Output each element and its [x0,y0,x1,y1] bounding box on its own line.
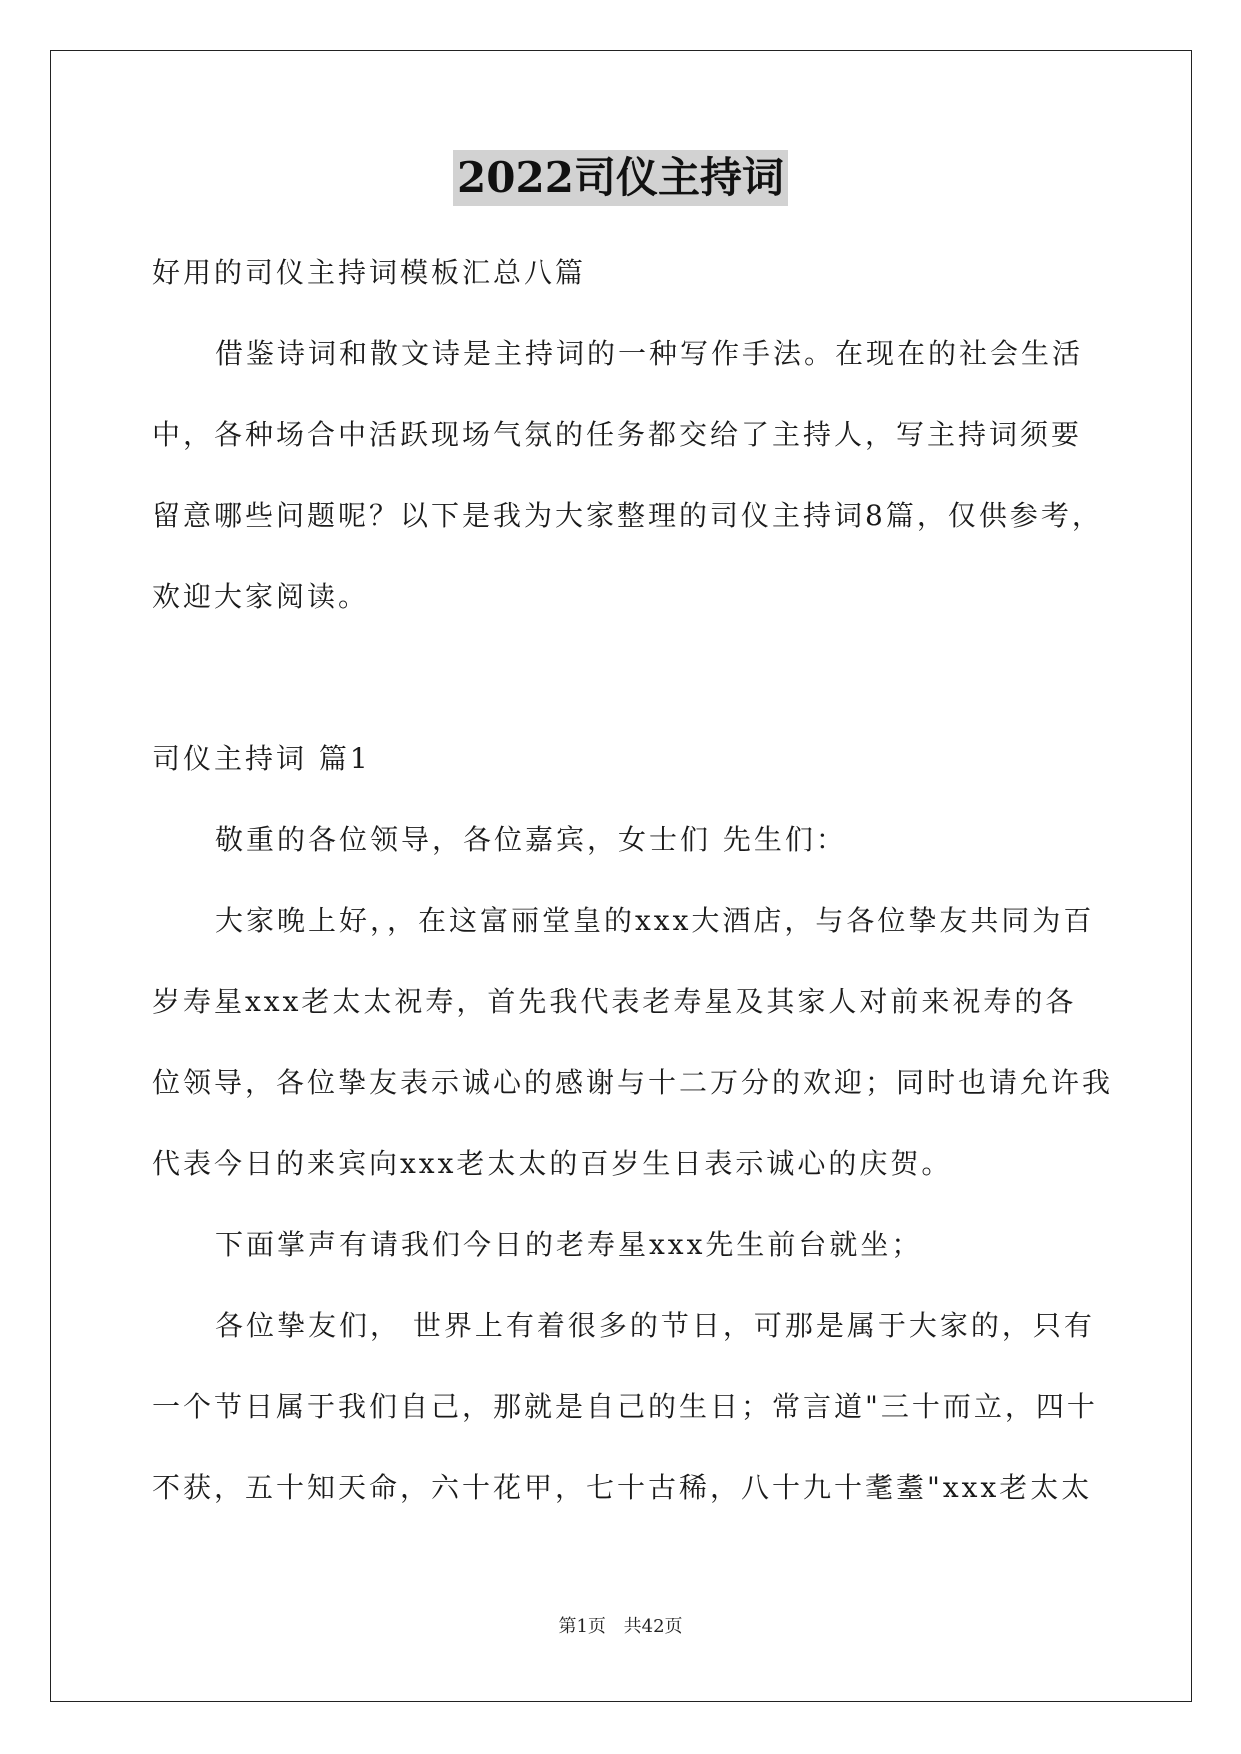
document-title [0,150,1241,206]
paragraph-line: 留意哪些问题呢？以下是我为大家整理的司仪主持词8篇，仅供参考， [152,499,1103,532]
subtitle-line: 好用的司仪主持词模板汇总八篇 [152,256,587,289]
paragraph-line: 欢迎大家阅读。 [152,580,370,613]
paragraph-line: 不获，五十知天命，六十花甲，七十古稀，八十九十耄耋"xxx老太太 [152,1471,1093,1504]
paragraph-line: 下面掌声有请我们今日的老寿星xxx先生前台就坐； [215,1228,923,1261]
page-footer [0,1612,1241,1638]
paragraph-line: 各位挚友们， 世界上有着很多的节日，可那是属于大家的，只有 [215,1309,1095,1342]
paragraph-line: 大家晚上好，，在这富丽堂皇的xxx大酒店，与各位挚友共同为百 [215,904,1095,937]
paragraph-line: 位领导，各位挚友表示诚心的感谢与十二万分的欢迎；同时也请允许我 [152,1066,1114,1099]
document-title-text: 2022司仪主持词 [453,150,788,206]
spacer [152,637,1082,718]
paragraph-line: 岁寿星xxx老太太祝寿，首先我代表老寿星及其家人对前来祝寿的各 [152,985,1077,1018]
paragraph-line: 借鉴诗词和散文诗是主持词的一种写作手法。在现在的社会生活 [215,337,1084,370]
page-total: 共42页 [623,1616,683,1637]
section-heading: 司仪主持词 篇1 [152,742,371,775]
document-body [152,232,1114,1528]
paragraph-line: 中，各种场合中活跃现场气氛的任务都交给了主持人，写主持词须要 [152,418,1083,451]
paragraph-line: 一个节日属于我们自己，那就是自己的生日；常言道"三十而立，四十 [152,1390,1098,1423]
paragraph-line: 敬重的各位领导，各位嘉宾，女士们 先生们： [215,823,847,856]
page-number: 第1页 [558,1616,606,1637]
paragraph-line: 代表今日的来宾向xxx老太太的百岁生日表示诚心的庆贺。 [152,1147,953,1180]
